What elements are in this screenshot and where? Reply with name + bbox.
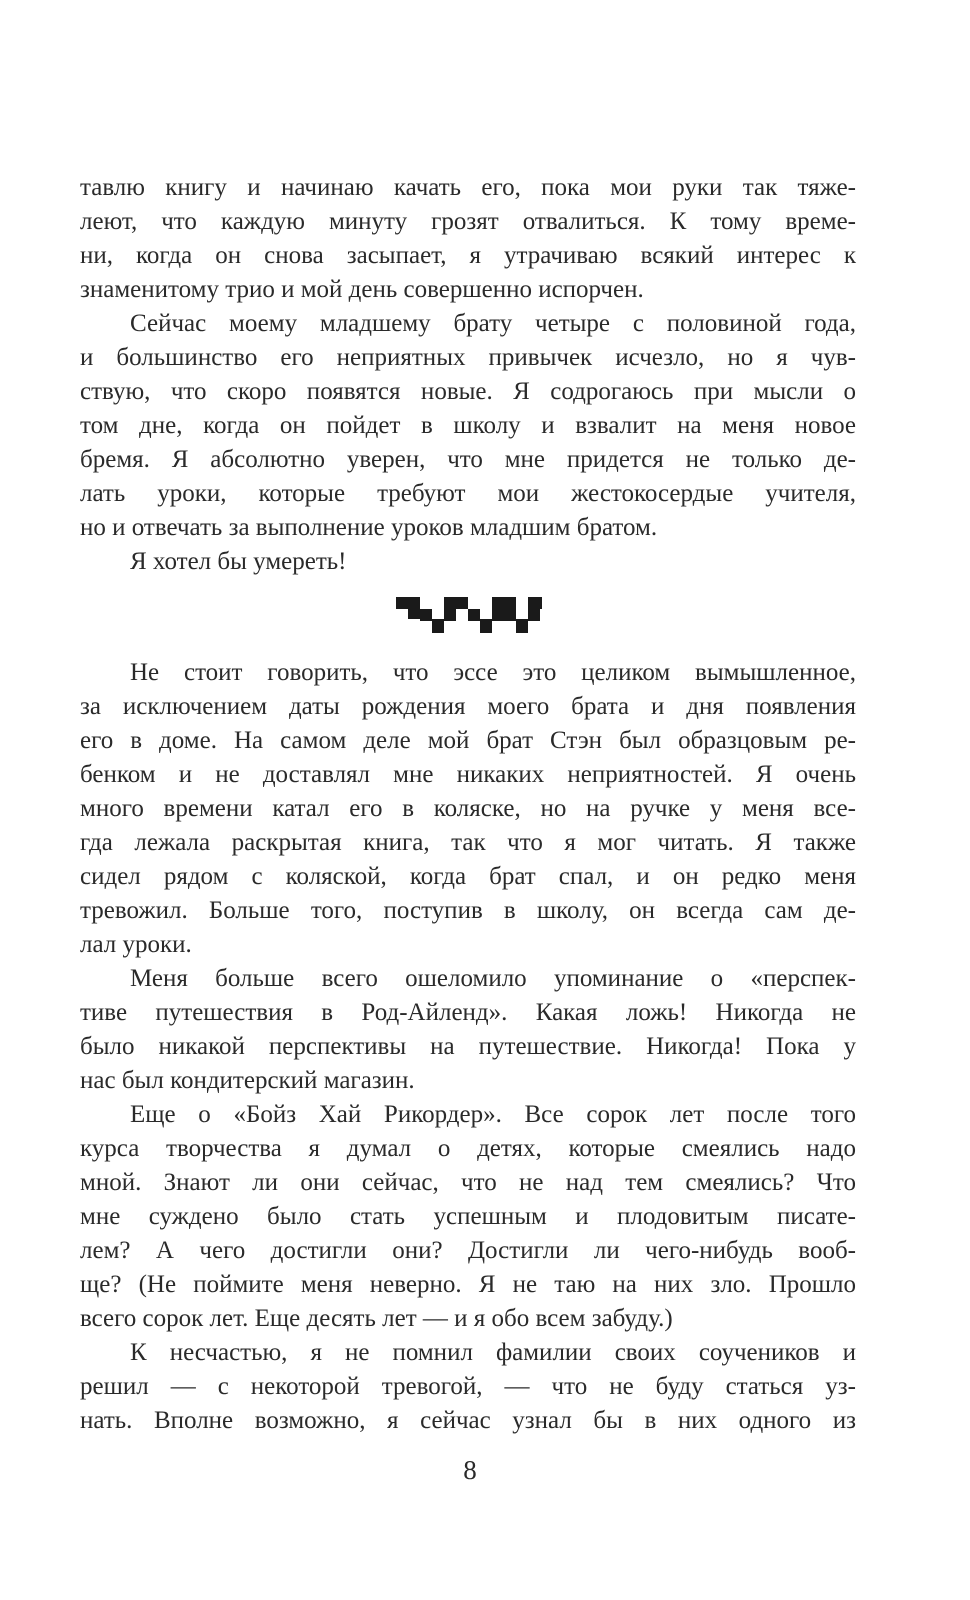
text-line: ни, когда он снова засыпает, я утрачиваю всякий интерес к (80, 242, 856, 269)
text-line: и большинство его неприятных привычек исчезло, но я чув- (80, 344, 856, 371)
text-line: за исключением даты рождения моего брата и дня появления (80, 693, 856, 720)
text-line: нать. Вполне возможно, я сейчас узнал бы в них одного из (80, 1407, 856, 1434)
text-line: лал уроки. (80, 931, 192, 958)
text-line: ствую, что скоро появятся новые. Я содрогаюсь при мысли о (80, 378, 856, 405)
text-line: мне суждено было стать успешным и плодовитым писате- (80, 1203, 856, 1230)
text-line: Не стоит говорить, что эссе это целиком вымышленное, (130, 659, 856, 686)
text-line: Сейчас моему младшему брату четыре с половиной года, (130, 310, 856, 337)
text-line: его в доме. На самом деле мой брат Стэн был образцовым ре- (80, 727, 856, 754)
text-line: Я хотел бы умереть! (130, 548, 347, 575)
text-line: Еще о «Бойз Хай Рикордер». Все сорок лет после того (130, 1101, 856, 1128)
text-line: но и отвечать за выполнение уроков младшим братом. (80, 514, 658, 541)
text-block-top (80, 171, 856, 579)
text-line: тревожил. Больше того, поступив в школу, он всегда сам де- (80, 897, 856, 924)
text-line: бенком и не доставлял мне никаких неприятностей. Я очень (80, 761, 856, 788)
text-line: курса творчества я думал о детях, которые смеялись надо (80, 1135, 856, 1162)
page-number: 8 (463, 1455, 477, 1485)
text-line: много времени катал его в коляске, но на ручке у меня все- (80, 795, 856, 822)
text-line: сидел рядом с коляской, когда брат спал, и он редко меня (80, 863, 856, 890)
text-line: лем? А чего достигли они? Достигли ли чего-нибудь вооб- (80, 1237, 856, 1264)
text-line: ще? (Не поймите меня неверно. Я не таю на них зло. Прошло (80, 1271, 856, 1298)
section-divider-ornament (396, 597, 544, 637)
text-line: мной. Знают ли они сейчас, что не над тем смеялись? Что (80, 1169, 856, 1196)
text-line: было никакой перспективы на путешествие. Никогда! Пока у (80, 1033, 856, 1060)
text-line: знаменитому трио и мой день совершенно испорчен. (80, 276, 644, 303)
text-line: нас был кондитерский магазин. (80, 1067, 415, 1094)
text-line: К несчастью, я не помнил фамилии своих соучеников и (130, 1339, 856, 1366)
text-line: тавлю книгу и начинаю качать его, пока мои руки так тяже- (80, 174, 856, 201)
text-line: леют, что каждую минуту грозят отвалиться. К тому време- (80, 208, 856, 235)
text-line: бремя. Я абсолютно уверен, что мне придется не только де- (80, 446, 856, 473)
text-block-bottom (80, 656, 856, 1438)
text-line: лать уроки, которые требуют мои жестокосердые учителя, (80, 480, 856, 507)
text-line: том дне, когда он пойдет в школу и взвалит на меня новое (80, 412, 856, 439)
text-line: Меня больше всего ошеломило упоминание о «перспек- (130, 965, 856, 992)
text-line: всего сорок лет. Еще десять лет — и я обо всем забуду.) (80, 1305, 673, 1332)
text-line: тиве путешествия в Род-Айленд». Какая ложь! Никогда не (80, 999, 856, 1026)
text-line: гда лежала раскрытая книга, так что я мог читать. Я также (80, 829, 856, 856)
text-line: решил — с некоторой тревогой, — что не буду статься уз- (80, 1373, 856, 1400)
